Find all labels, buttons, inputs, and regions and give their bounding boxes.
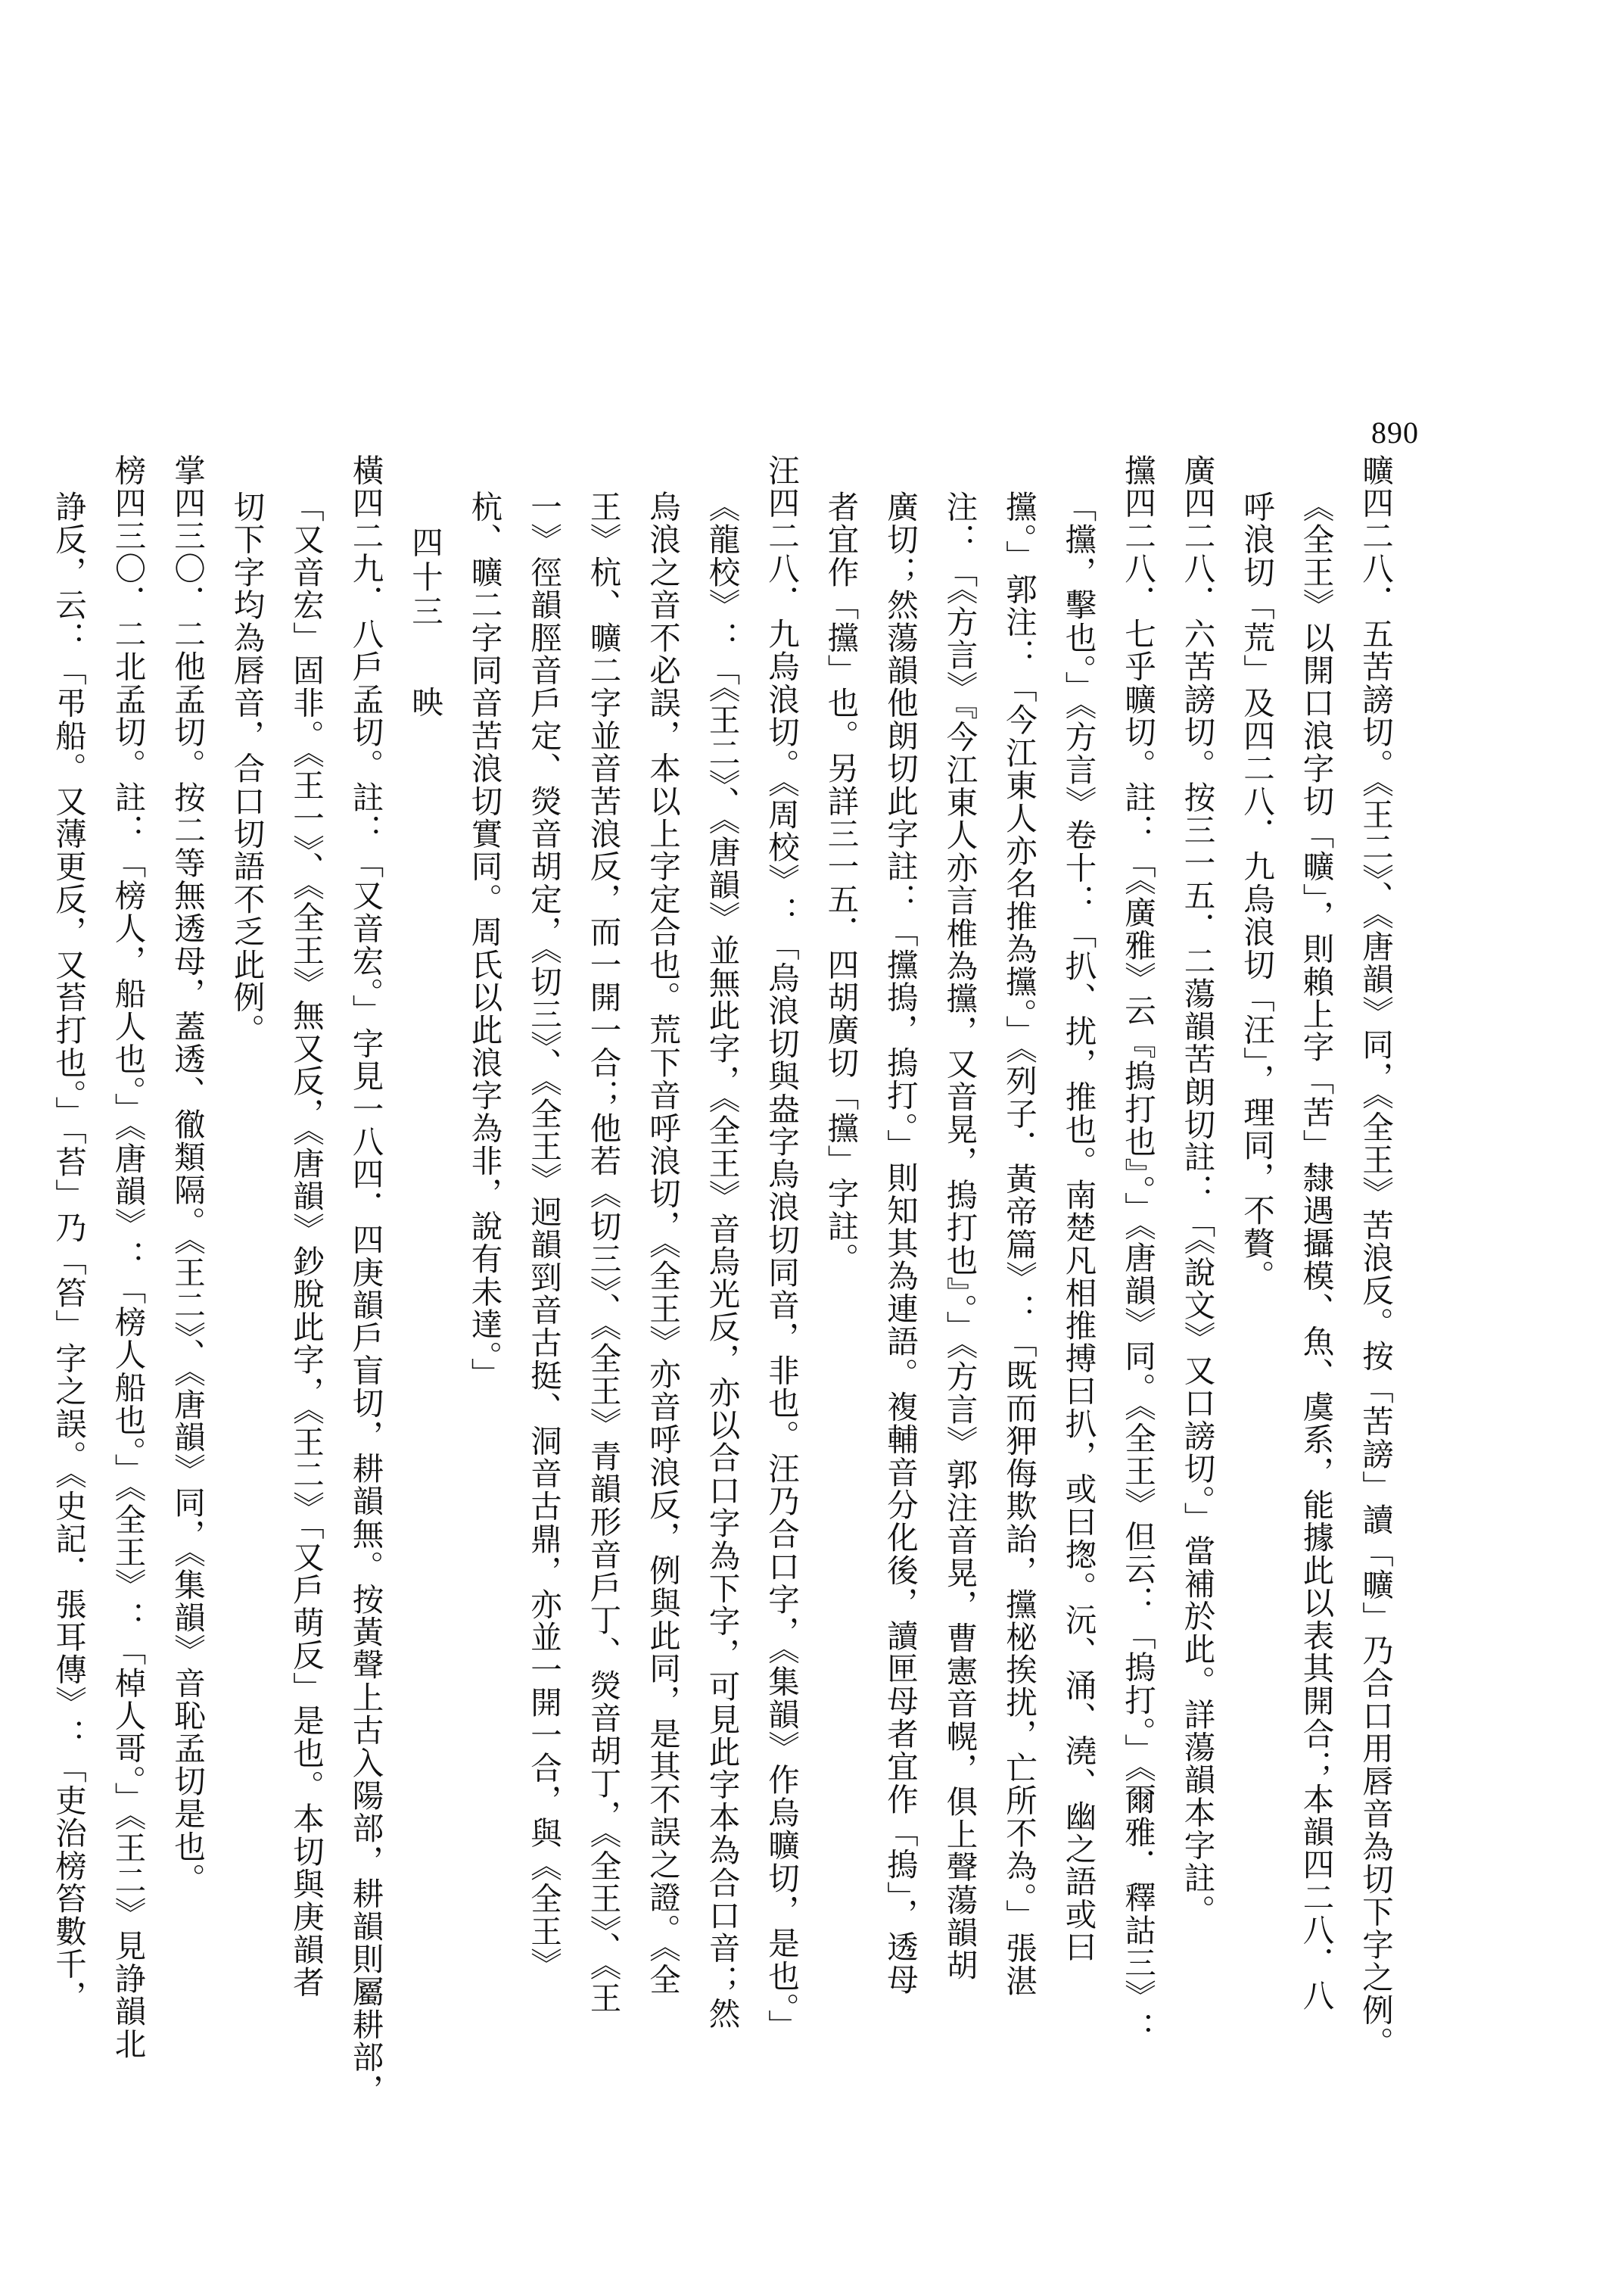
entry-line: 榜四三〇．二北孟切。註：「榜人，船人也。」《唐韻》：「榜人船也。」《全王》：「棹人哥。」《王二》見諍韻北 [109,454,147,2060]
continuation-line: 呼浪切「荒」及四二八．九烏浪切「汪」，理同，不贅。 [1238,490,1275,1292]
continuation-line: 「又音宏」固非。《王一》、《全王》無又反，《唐韻》鈔脫此字，《王二》「又戶萌反」是也。本切與庚韻者 [288,490,325,1999]
entry-line: 曠四二八．五苦謗切。《王二》、《唐韻》同，《全王》苦浪反。按「苦謗」讀「曠」乃合口用唇音為切下字之例。 [1357,454,1394,2060]
continuation-line: 切下字均為唇音，合口切語不乏此例。 [228,490,266,1047]
continuation-line: 「攩，擊也。」《方言》卷十：「扒、扰，推也。南楚凡相推搏曰扒，或曰揔。沅、涌、澆、幽之語或曰 [1059,490,1097,1964]
continuation-line: 廣切；然蕩韻他朗切此字註：「攩摀，摀打。」則知其為連語。複輔音分化後，讀匣母者宜作「摀」，透母 [882,490,919,1996]
text-body [50,454,1405,2195]
continuation-line: 注：「《方言》『今江東人亦言椎為攩，又音晃，摀打也』。」《方言》郭注音晃，曹憲音幌，俱上聲蕩韻胡 [941,490,978,1982]
continuation-line: 諍反，云：「弔船。又薄更反，又苔打也。」「苔」乃「笞」字之誤。《史記．張耳傳》：「吏治榜笞數千， [50,490,87,2014]
entry-line: 攩四二八．七乎曠切。註：「《廣雅》云『摀打也』。」《唐韻》同。《全王》但云：「摀打。」《爾雅．釋詁三》： [1119,454,1156,2045]
entry-line: 掌四三〇．二他孟切。按二等無透母，蓋透、徹類隔。《王二》、《唐韻》同，《集韻》音恥孟切是也。 [169,454,206,1896]
continuation-line: 攩。」郭注：「今江東人亦名推為攩。」《列子．黃帝篇》：「既而狎侮欺詒，攩柲挨扰，亡所不為。」張湛 [1000,490,1038,1998]
entry-line: 橫四二九．八戶孟切。註：「又音宏。」字見一八四．四庚韻戶盲切，耕韻無。按黃聲上古入陽部，耕韻則屬耕部， [347,454,384,2107]
continuation-line: 烏浪之音不必誤，本以上字定合也。荒下音呼浪切，《全王》亦音呼浪反，例與此同，是其不誤之證。《全 [644,490,681,1996]
continuation-line: 王》杭、曠二字並音苦浪反，而一開一合；他若《切三》、《全王》青韻形音戶丁、熒音胡丁，《全王》、《王 [584,490,622,2014]
section-number: 四十三 [406,526,443,630]
section-heading [395,454,455,2195]
page-number: 890 [1371,416,1419,450]
entry-line: 廣四二八．六苦謗切。按三一五．二蕩韻苦朗切註：「《說文》又口謗切。」當補於此。詳蕩韻本字註。 [1178,454,1216,1927]
continuation-line: 者宜作「攩」也。另詳三一五．四胡廣切「攩」字註。 [822,490,860,1275]
continuation-line: 《全王》以開口浪字切「曠」，則賴上字「苦」隸遇攝模、魚、虞系，能據此以表其開合；本韻四二八．八 [1297,490,1335,2012]
section-title: 映 [406,686,443,719]
continuation-line: 《龍校》：「《王二》、《唐韻》並無此字，《全王》音烏光反，亦以合口字為下字，可見此字本為合口音；然 [703,490,741,2030]
continuation-line: 一》徑韻脛音戶定、熒音胡定，《切三》、《全王》迥韻剄音古挺、洞音古鼎，亦並一開一合，與《全王》 [525,490,562,1980]
entry-line: 汪四二八．九烏浪切。《周校》：「烏浪切與盎字烏浪切同音，非也。汪乃合口字，《集韻》作烏曠切，是也。」 [763,454,800,2042]
continuation-line: 杭、曠二字同音苦浪切實同。周氏以此浪字為非，說有未達。」 [465,490,503,1391]
